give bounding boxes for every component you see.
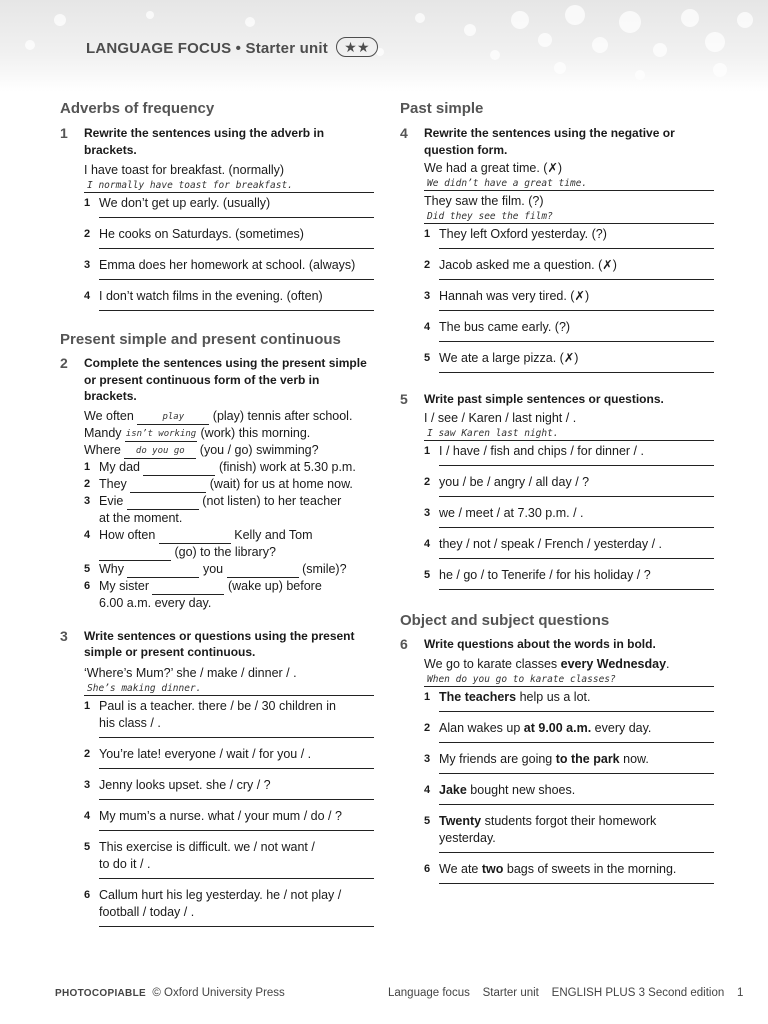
answer-line[interactable]	[439, 589, 714, 590]
left-column	[60, 98, 374, 927]
item-text: Paul is a teacher. there / be / 30 children in	[99, 698, 336, 713]
item-number: 3	[84, 259, 91, 271]
list-item	[84, 226, 374, 243]
list-item	[424, 226, 714, 243]
fill-blank[interactable]	[152, 580, 224, 595]
example-text: (play) tennis after school.	[212, 408, 353, 423]
item-text: he / go / to Tenerife / for his holiday / ?	[439, 567, 651, 582]
list-item	[84, 578, 374, 612]
item-text: My mum’s a nurse. what / your mum / do / ?	[99, 808, 342, 823]
example-answer: Did they see the film?	[424, 210, 714, 224]
example-blank-answer: play	[137, 410, 209, 425]
example-line	[84, 408, 374, 425]
answer-line[interactable]	[99, 248, 374, 249]
list-item	[84, 746, 374, 763]
item-text: Why	[99, 561, 124, 576]
exercise-6	[400, 636, 714, 885]
exercise-number: 3	[60, 627, 68, 644]
example-answer: I normally have toast for breakfast.	[84, 179, 374, 193]
footer-right: Language focus Starter unit ENGLISH PLUS 3 Second edition	[388, 987, 725, 999]
answer-line[interactable]	[99, 768, 374, 769]
answer-line[interactable]	[99, 737, 374, 738]
instruction: Write sentences or questions using the present simple or present continuous.	[84, 628, 355, 659]
item-bold: at 9.00 a.m.	[523, 721, 592, 735]
item-text: you / be / angry / all day / ?	[439, 474, 590, 489]
item-bold: Twenty	[439, 814, 482, 828]
item-number: 1	[84, 460, 91, 473]
footer-left	[55, 987, 285, 999]
page-title	[86, 37, 378, 57]
item-text: (finish) work at 5.30 p.m.	[218, 459, 356, 474]
item-text: Alan wakes up	[439, 721, 524, 735]
list-item	[424, 536, 714, 553]
item-number: 5	[84, 840, 91, 853]
list-item	[424, 567, 714, 584]
answer-line[interactable]	[439, 279, 714, 280]
answer-line[interactable]	[439, 804, 714, 805]
item-text: We ate a large pizza. (✗)	[439, 351, 579, 365]
example-line	[84, 442, 374, 459]
list-item	[424, 443, 714, 460]
page-number: 1	[737, 987, 744, 999]
item-text: Emma does her homework at school. (always)	[99, 258, 356, 272]
item-text: How often	[99, 527, 156, 542]
list-item	[84, 288, 374, 305]
list-item	[424, 505, 714, 522]
item-text: (wake up) before	[227, 578, 322, 593]
item-text: now.	[619, 752, 649, 766]
section-title-past: Past simple	[400, 100, 484, 117]
item-number: 2	[424, 722, 431, 734]
item-text: (not listen) to her teacher	[202, 493, 342, 508]
example-text: .	[666, 657, 670, 671]
item-text: to do it / .	[99, 856, 151, 871]
list-item	[84, 808, 374, 825]
item-number: 1	[424, 691, 431, 703]
item-text: you	[202, 561, 224, 576]
right-column	[400, 98, 714, 884]
item-text: Jacob asked me a question. (✗)	[439, 258, 617, 272]
list-item	[84, 561, 374, 578]
item-text: bags of sweets in the morning.	[503, 862, 677, 876]
example-line	[84, 425, 374, 442]
list-item	[424, 720, 714, 737]
answer-line[interactable]	[99, 878, 374, 879]
item-text: they / not / speak / French / yesterday / .	[439, 536, 663, 551]
item-text: help us a lot.	[516, 690, 591, 704]
example-answer: When do you go to karate classes?	[424, 673, 714, 687]
item-number: 4	[424, 321, 431, 333]
item-text: (smile)?	[302, 561, 347, 576]
item-number: 2	[424, 259, 431, 271]
instruction: Complete the sentences using the present simple or present continuous form of the verb in brackets.	[84, 356, 367, 403]
fill-blank[interactable]	[127, 495, 199, 510]
answer-line[interactable]	[439, 465, 714, 466]
item-bold: Jake	[439, 783, 467, 797]
list-item	[84, 476, 374, 493]
item-text: (wait) for us at home now.	[209, 476, 353, 491]
item-text: Evie	[99, 493, 124, 508]
item-bold: to the park	[555, 752, 620, 766]
exercise-1	[60, 125, 374, 311]
instruction: Rewrite the sentences using the negative or question form.	[424, 126, 675, 157]
example-blank-answer: do you go	[124, 444, 196, 459]
item-text: My dad	[99, 459, 140, 474]
item-text: bought new shoes.	[466, 783, 576, 797]
example-text: Mandy	[84, 425, 122, 440]
difficulty-stars: ★★	[336, 37, 378, 57]
list-item	[84, 195, 374, 212]
exercise-3	[60, 628, 374, 927]
item-text: We ate	[439, 862, 482, 876]
answer-line[interactable]	[439, 773, 714, 774]
item-number: 5	[84, 562, 91, 575]
item-text: Callum hurt his leg yesterday. he / not play /	[99, 887, 342, 902]
item-text: at the moment.	[99, 510, 183, 525]
item-number: 3	[424, 290, 431, 302]
item-number: 4	[84, 528, 91, 541]
section-title-questions: Object and subject questions	[400, 611, 610, 629]
item-text: My sister	[99, 578, 149, 593]
exercise-number: 2	[60, 355, 68, 371]
item-number: 2	[84, 228, 91, 240]
item-number: 4	[424, 784, 431, 796]
copyright-text: © Oxford University Press	[152, 987, 285, 999]
example-prompt: I / see / Karen / last night / .	[424, 410, 577, 425]
list-item	[84, 493, 374, 527]
list-item	[424, 319, 714, 336]
item-text: They left Oxford yesterday. (?)	[439, 227, 607, 241]
example-prompt: They saw the film. (?)	[424, 194, 544, 208]
list-item	[84, 527, 374, 561]
answer-line[interactable]	[439, 496, 714, 497]
answer-line[interactable]	[99, 799, 374, 800]
item-text: 6.00 a.m. every day.	[99, 595, 212, 610]
item-bold: The teachers	[439, 690, 517, 704]
fill-blank[interactable]	[99, 546, 171, 561]
title-text: LANGUAGE FOCUS • Starter unit	[86, 40, 328, 57]
item-text: We don’t get up early. (usually)	[99, 196, 271, 210]
item-text: This exercise is difficult. we / not want /	[99, 839, 315, 854]
list-item	[424, 813, 714, 847]
example-text: (work) this morning.	[200, 425, 311, 440]
example-prompt: I have toast for breakfast. (normally)	[84, 163, 285, 177]
answer-line[interactable]	[99, 310, 374, 311]
example-prompt	[424, 656, 714, 673]
answer-line[interactable]	[439, 883, 714, 884]
exercise-5	[400, 391, 714, 590]
item-number: 6	[424, 863, 431, 875]
instruction: Rewrite the sentences using the adverb in brackets.	[84, 126, 325, 157]
item-number: 5	[424, 352, 431, 364]
item-text: The bus came early. (?)	[439, 320, 571, 334]
item-number: 3	[84, 494, 91, 507]
item-number: 4	[84, 290, 91, 302]
section-title-present: Present simple and present continuous	[60, 331, 341, 348]
item-text: I / have / fish and chips / for dinner / .	[439, 443, 644, 458]
answer-line[interactable]	[99, 217, 374, 218]
item-number: 3	[424, 506, 431, 519]
item-number: 4	[424, 537, 431, 550]
item-text: yesterday.	[439, 831, 496, 845]
list-item	[84, 698, 374, 732]
instruction: Write questions about the words in bold.	[424, 636, 656, 651]
answer-line[interactable]	[439, 852, 714, 853]
item-number: 1	[84, 197, 91, 209]
exercise-number: 1	[60, 125, 68, 141]
answer-line[interactable]	[439, 372, 714, 373]
item-number: 1	[424, 444, 431, 457]
example-prompt: We had a great time. (✗)	[424, 161, 563, 175]
section-title-adverbs: Adverbs of frequency	[60, 100, 215, 117]
exercise-number: 4	[400, 125, 408, 141]
item-text: Jenny looks upset. she / cry / ?	[99, 777, 271, 792]
fill-blank[interactable]	[143, 461, 215, 476]
answer-line[interactable]	[439, 248, 714, 249]
answer-line[interactable]	[99, 830, 374, 831]
exercise-2	[60, 355, 374, 612]
list-item	[84, 839, 374, 873]
list-item	[424, 689, 714, 706]
list-item	[84, 777, 374, 794]
example-answer: We didn’t have a great time.	[424, 177, 714, 191]
item-number: 2	[84, 477, 91, 490]
list-item	[424, 782, 714, 799]
example-text: We go to karate classes	[424, 657, 561, 671]
answer-line[interactable]	[439, 711, 714, 712]
answer-line[interactable]	[439, 558, 714, 559]
fill-blank[interactable]	[227, 563, 299, 578]
list-item	[424, 257, 714, 274]
item-number: 6	[84, 579, 91, 592]
list-item	[84, 887, 374, 921]
item-number: 5	[424, 815, 431, 827]
answer-line[interactable]	[439, 310, 714, 311]
answer-line[interactable]	[439, 341, 714, 342]
example-text: We often	[84, 408, 134, 423]
example-answer: She’s making dinner.	[84, 682, 374, 696]
footer	[55, 987, 745, 1003]
answer-line[interactable]	[439, 527, 714, 528]
list-item	[424, 288, 714, 305]
list-item	[424, 861, 714, 878]
list-item	[424, 474, 714, 491]
exercise-number: 5	[400, 391, 408, 407]
exercise-4	[400, 125, 714, 373]
fill-blank[interactable]	[127, 563, 199, 578]
list-item	[84, 459, 374, 476]
list-item	[84, 257, 374, 274]
item-number: 4	[84, 809, 91, 822]
list-item	[424, 350, 714, 367]
example-blank-answer: isn’t working	[125, 427, 197, 442]
item-number: 1	[84, 699, 91, 712]
item-text: He cooks on Saturdays. (sometimes)	[99, 227, 304, 241]
example-prompt: ‘Where’s Mum?’ she / make / dinner / .	[84, 665, 297, 680]
item-text: You’re late! everyone / wait / for you / .	[99, 746, 312, 761]
item-text: I don’t watch films in the evening. (often)	[99, 289, 323, 303]
item-text: every day.	[591, 721, 652, 735]
item-bold: two	[481, 862, 504, 876]
item-number: 3	[424, 753, 431, 765]
example-text: (you / go) swimming?	[199, 442, 319, 457]
item-number: 3	[84, 778, 91, 791]
instruction: Write past simple sentences or questions.	[424, 392, 664, 406]
item-text: Kelly and Tom	[234, 527, 313, 542]
photocopiable-label: PHOTOCOPIABLE	[55, 988, 146, 999]
item-text: My friends are going	[439, 752, 556, 766]
item-text: They	[99, 476, 127, 491]
item-number: 5	[424, 568, 431, 581]
item-number: 6	[84, 888, 91, 901]
item-text: (go) to the library?	[174, 544, 276, 559]
item-text: football / today / .	[99, 904, 195, 919]
fill-blank[interactable]	[159, 529, 231, 544]
answer-line[interactable]	[439, 742, 714, 743]
example-text: Where	[84, 442, 121, 457]
example-bold: every Wednesday	[560, 657, 667, 671]
item-text: his class / .	[99, 715, 161, 730]
list-item	[424, 751, 714, 768]
example-answer: I saw Karen last night.	[424, 427, 714, 441]
header-band	[0, 0, 768, 92]
answer-line[interactable]	[99, 926, 374, 927]
exercise-number: 6	[400, 635, 408, 652]
item-number: 2	[84, 747, 91, 760]
item-text: we / meet / at 7.30 p.m. / .	[439, 505, 584, 520]
item-text: students forgot their homework	[481, 814, 657, 828]
fill-blank[interactable]	[130, 478, 206, 493]
answer-line[interactable]	[99, 279, 374, 280]
item-number: 1	[424, 228, 431, 240]
item-number: 2	[424, 475, 431, 488]
item-text: Hannah was very tired. (✗)	[439, 289, 590, 303]
